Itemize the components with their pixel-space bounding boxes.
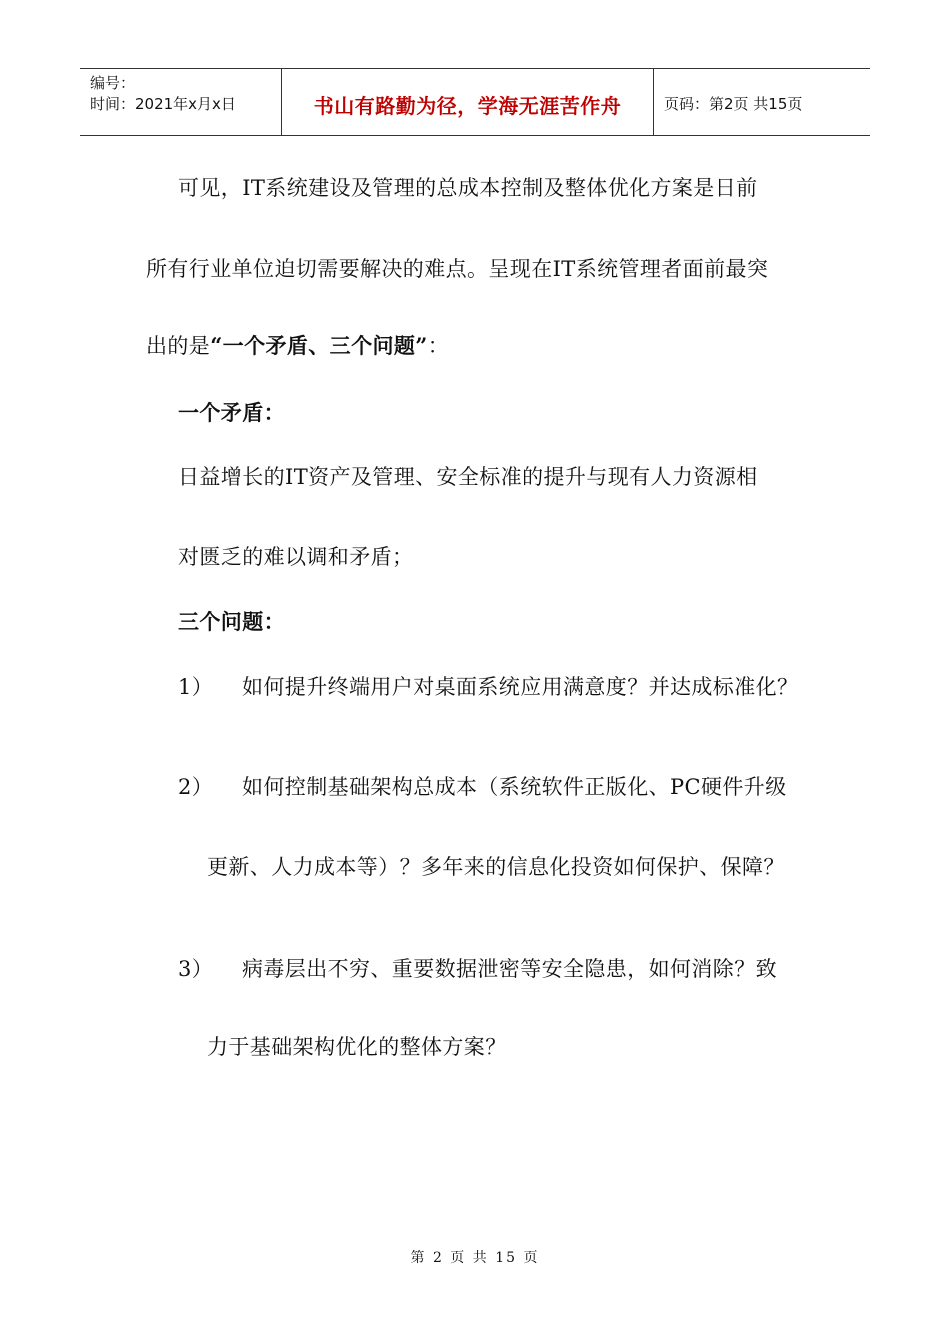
motto-cell [282,69,654,135]
para1-line3-suffix: ： [427,334,450,358]
para1-line3-prefix: 出的是 [146,334,211,358]
problem-3-line2: 力于基础架构优化的整体方案？ [207,1035,507,1059]
contradiction-line2: 对匮乏的难以调和矛盾； [178,545,414,569]
heading-problems: 三个问题： [178,609,285,634]
problem-2-number: 2） [178,775,214,799]
problem-3-text: 病毒层出不穷、重要数据泄密等安全隐患，如何消除？致 [242,957,777,981]
problem-3-line1 [178,953,777,983]
para1-line3 [146,330,449,360]
problem-1-number: 1） [178,675,214,699]
problem-1-line1 [178,671,798,701]
page-code-cell [654,69,870,135]
problem-2-text: 如何控制基础架构总成本（系统软件正版化、PC硬件升级 [242,775,787,799]
problem-2-line1 [178,771,787,801]
page-footer: 第 2 页 共 15 页 [410,1250,540,1266]
doc-number-label: 编号： [90,74,136,92]
header-table [80,68,870,136]
problem-1-text: 如何提升终端用户对桌面系统应用满意度？并达成标准化？ [242,675,799,699]
para1-line3-bold: “一个矛盾、三个问题” [210,333,428,358]
para1-line2: 所有行业单位迫切需要解决的难点。呈现在IT系统管理者面前最突 [146,257,769,281]
heading-contradiction: 一个矛盾： [178,400,285,425]
problem-2-line2: 更新、人力成本等）？多年来的信息化投资如何保护、保障？ [207,855,785,879]
time-label: 时间：2021年x月x日 [90,95,236,113]
page-code-text: 页码：第2页 共15页 [664,94,803,113]
motto-text: 书山有路勤为径，学海无涯苦作舟 [313,93,622,118]
header-info-cell [80,69,282,135]
problem-3-number: 3） [178,957,214,981]
para1-line1: 可见，IT系统建设及管理的总成本控制及整体优化方案是日前 [178,176,758,200]
contradiction-line1: 日益增长的IT资产及管理、安全标准的提升与现有人力资源相 [178,465,758,489]
